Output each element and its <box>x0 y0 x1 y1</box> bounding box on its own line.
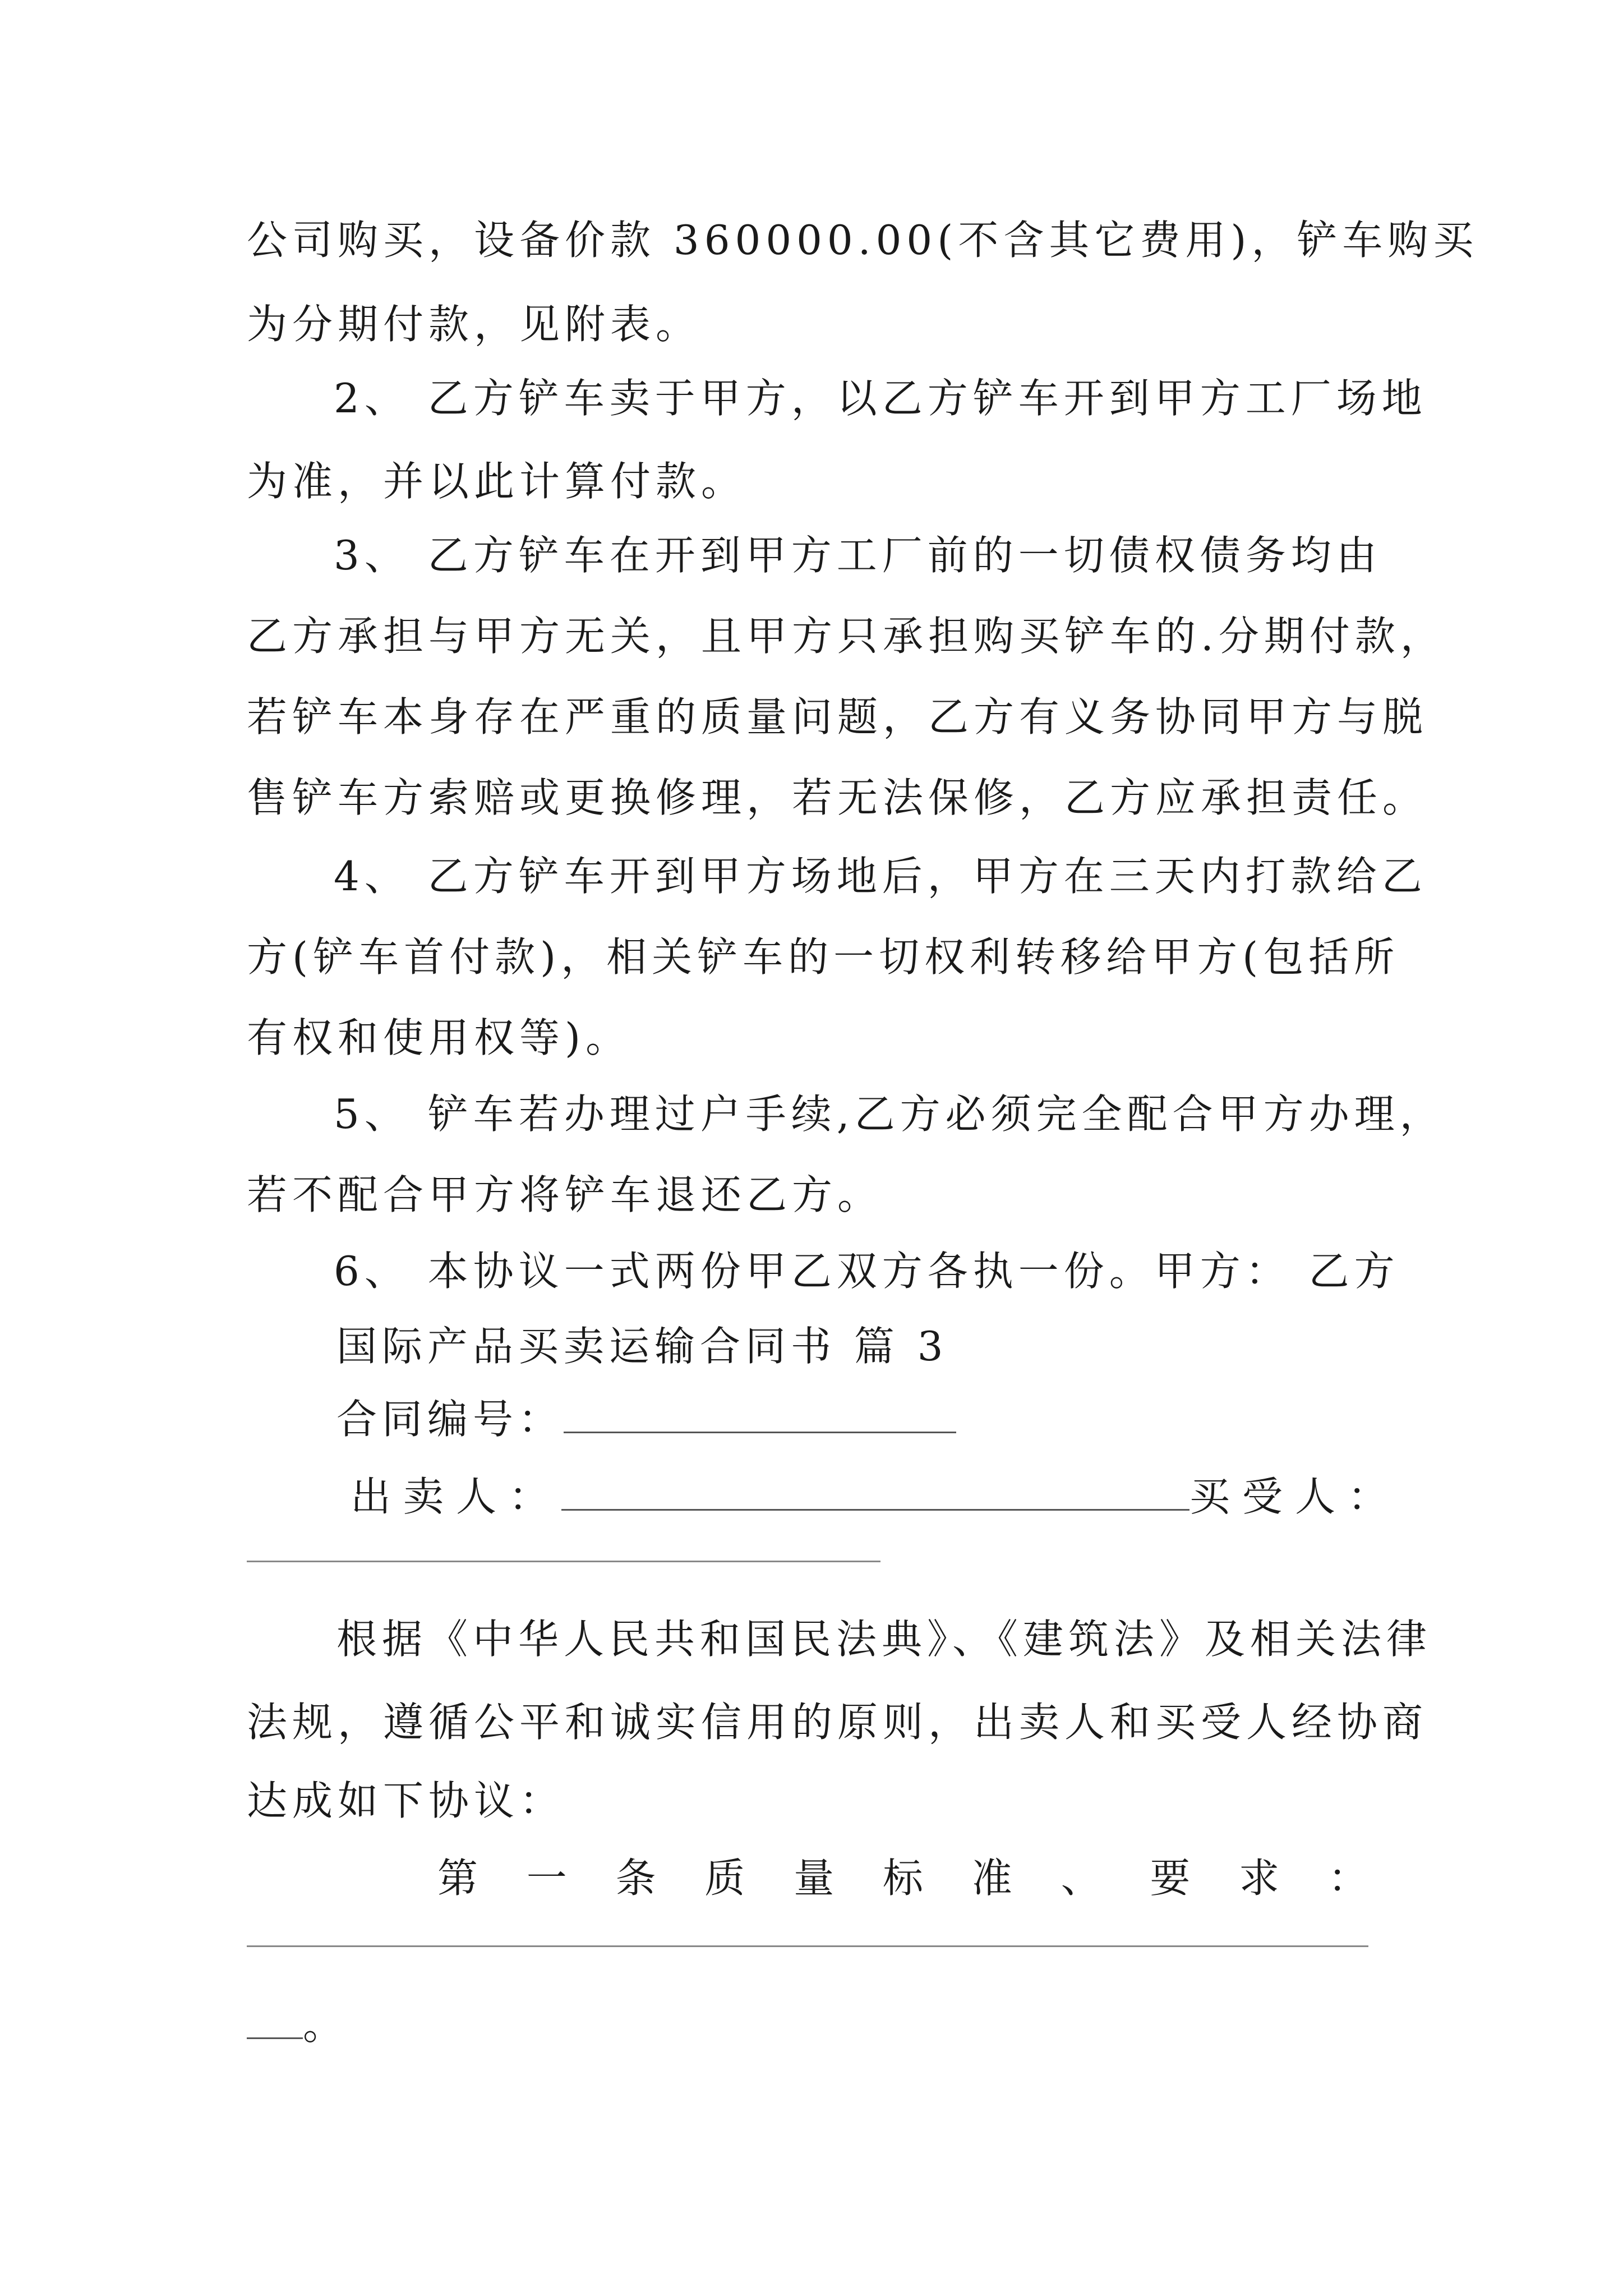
clause-4-line: 4、 乙方铲车开到甲方场地后，甲方在三天内打款给乙 <box>334 853 1427 900</box>
heading-char: 准 <box>971 1855 1012 1902</box>
clause-5-line: 5、 铲车若办理过户手续,乙方必须完全配合甲方办理， <box>334 1091 1445 1138</box>
parties-row <box>351 1469 1401 1525</box>
basis-line: 法规，遵循公平和诚实信用的原则，出卖人和买受人经协商 <box>247 1699 1428 1746</box>
end-blank <box>247 2004 303 2039</box>
heading-char: 一 <box>526 1855 567 1902</box>
heading-char: 第 <box>437 1855 478 1902</box>
contract-number-label: 合同编号： <box>336 1396 564 1443</box>
clause-6-line: 6、 本协议一式两份甲乙双方各执一份。甲方： 乙方 <box>334 1248 1400 1295</box>
section-title: 国际产品买卖运输合同书 篇 3 <box>336 1323 948 1370</box>
body-line: 若铲车本身存在严重的质量问题，乙方有义务协同甲方与脱 <box>247 693 1428 740</box>
body-line: 公司购买，设备价款 360000.00(不含其它费用)，铲车购买 <box>247 217 1479 264</box>
body-line: 乙方承担与甲方无关，且甲方只承担购买铲车的.分期付款， <box>247 613 1446 660</box>
body-line: 有权和使用权等)。 <box>247 1014 631 1061</box>
clause-2-line: 2、 乙方铲车卖于甲方，以乙方铲车开到甲方工厂场地 <box>334 375 1427 422</box>
end-mark: 。 <box>303 2001 349 2049</box>
basis-line: 根据《中华人民共和国民法典》、《建筑法》及相关法律 <box>336 1616 1432 1663</box>
heading-char: 标 <box>882 1855 923 1902</box>
buyer-blank <box>247 1561 880 1562</box>
contract-number-row <box>336 1391 1380 1447</box>
heading-char: 求 <box>1239 1855 1280 1902</box>
heading-char: 质 <box>704 1855 745 1902</box>
quality-standard-blank <box>247 1945 1368 1947</box>
body-line: 方(铲车首付款)，相关铲车的一切权利转移给甲方(包括所 <box>247 933 1400 981</box>
basis-line: 达成如下协议： <box>247 1777 565 1824</box>
heading-char: 条 <box>615 1855 656 1902</box>
end-line <box>247 1997 1380 2053</box>
body-line: 售铲车方索赔或更换修理，若无法保修，乙方应承担责任。 <box>247 774 1428 821</box>
heading-char: 、 <box>1061 1855 1101 1902</box>
seller-blank <box>561 1475 1189 1511</box>
body-line: 为准，并以此计算付款。 <box>247 458 747 505</box>
article-1-heading <box>437 1850 1368 1906</box>
heading-char: 量 <box>794 1855 834 1902</box>
clause-3-line: 3、 乙方铲车在开到甲方工厂前的一切债权债务均由 <box>334 532 1382 579</box>
body-line: 为分期付款，见附表。 <box>247 301 702 348</box>
body-line: 若不配合甲方将铲车退还乙方。 <box>247 1171 883 1218</box>
heading-char: 要 <box>1150 1855 1191 1902</box>
contract-number-blank <box>564 1398 956 1433</box>
buyer-label: 买受人： <box>1189 1473 1401 1520</box>
seller-label: 出卖人： <box>351 1473 562 1520</box>
heading-char: ： <box>1327 1855 1368 1902</box>
